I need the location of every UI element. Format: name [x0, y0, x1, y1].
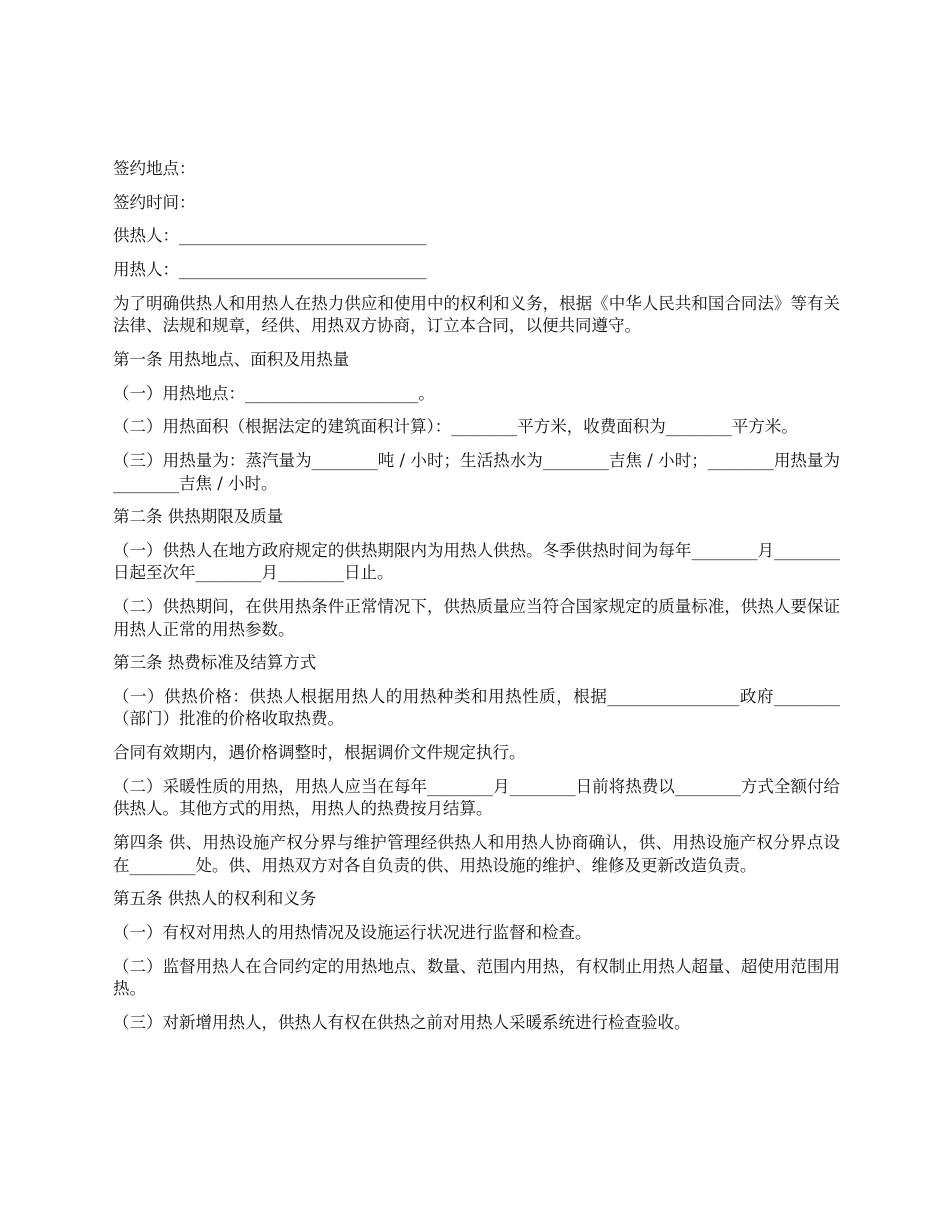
article-1-heading: 第一条 用热地点、面积及用热量 [113, 349, 350, 369]
article-5-clause-3: （三）对新增用热人，供热人有权在供热之前对用热人采暖系统进行检查验收。 [113, 1012, 691, 1032]
article-1-clause-1: （一）用热地点：_____________________。 [113, 383, 435, 403]
article-3-note: 合同有效期内，遇价格调整时，根据调价文件规定执行。 [113, 743, 526, 763]
heat-supplier-line: 供热人：______________________________ [113, 226, 427, 246]
article-5-heading: 第五条 供热人的权利和义务 [113, 889, 317, 909]
article-1-clause-2: （二）用热面积（根据法定的建筑面积计算）：________平方米，收费面积为________平方米。 [113, 417, 798, 437]
signing-place-line: 签约地点： [113, 159, 196, 178]
article-5-clause-1: （一）有权对用热人的用热情况及设施运行状况进行监督和检查。 [113, 922, 592, 942]
article-4-paragraph: 第四条 供、用热设施产权分界与维护管理经供热人和用热人协商确认，供、用热设施产权分界点设在________处。供、用热双方对各自负责的供、用热设施的维护、维修及更新改造负责。 [113, 833, 840, 875]
article-3-heading: 第三条 热费标准及结算方式 [113, 653, 317, 673]
heat-user-line: 用热人：______________________________ [113, 260, 427, 280]
article-3-clause-2: （二）采暖性质的用热，用热人应当在每年________月________日前将热费以________方式全额付给供热人。其他方式的用热，用热人的热费按月结算。 [113, 776, 840, 819]
article-3-clause-1: （一）供热价格：供热人根据用热人的用热种类和用热性质，根据________________政府________（部门）批准的价格收取热费。 [113, 686, 840, 729]
contract-document [113, 158, 840, 1045]
signing-time-line: 签约时间： [113, 192, 196, 212]
article-1-clause-3: （三）用热量为：蒸汽量为________吨 / 小时；生活热水为________吉焦 / 小时；________用热量为________吉焦 / 小时。 [113, 451, 840, 493]
article-2-heading: 第二条 供热期限及质量 [113, 507, 284, 527]
preamble-paragraph: 为了明确供热人和用热人在热力供应和使用中的权利和义务，根据《中华人民共和国合同法》等有关法律、法规和规章，经供、用热双方协商，订立本合同，以便共同遵守。 [113, 293, 840, 336]
article-2-clause-1: （一）供热人在地方政府规定的供热期限内为用热人供热。冬季供热时间为每年________月________日起至次年________月________日止。 [113, 540, 840, 583]
article-2-clause-2: （二）供热期间，在供用热条件正常情况下，供热质量应当符合国家规定的质量标准，供热人要保证用热人正常的用热参数。 [113, 597, 840, 639]
article-5-clause-2: （二）监督用热人在合同约定的用热地点、数量、范围内用热，有权制止用热人超量、超使用范围用热。 [113, 956, 840, 999]
